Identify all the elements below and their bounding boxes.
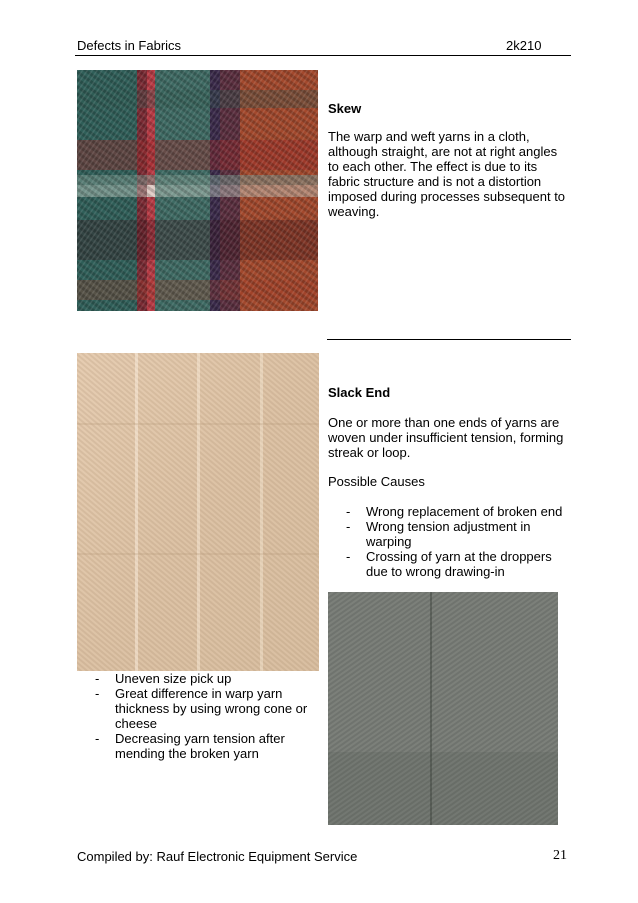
- list-item: - Decreasing yarn tension after mending the broken yarn: [77, 731, 319, 761]
- footer-compiled-by: Compiled by: Rauf Electronic Equipment Service: [77, 849, 358, 864]
- page-number: 21: [553, 848, 567, 863]
- possible-causes-label: Possible Causes: [328, 474, 425, 489]
- slack-end-body: One or more than one ends of yarns are woven under insufficient tension, forming streak or loop.: [328, 415, 564, 460]
- list-item: - Uneven size pick up: [77, 671, 319, 686]
- header-rule: [75, 55, 571, 56]
- skew-title: Skew: [328, 101, 362, 116]
- slack-end-title: Slack End: [328, 385, 391, 400]
- skew-body: The warp and weft yarns in a cloth, although straight, are not at right angles to each other. The effect is due to its fabric structure and is not a distortion imposed during processes subsequent to weaving.: [328, 129, 566, 219]
- plaid-fabric-image: [77, 70, 318, 311]
- list-item: - Wrong tension adjustment in warping: [328, 519, 570, 549]
- slack-end-fabric-image: [77, 353, 319, 671]
- list-item: - Crossing of yarn at the droppers due to wrong drawing-in: [328, 549, 570, 579]
- section-divider: [327, 339, 571, 340]
- list-item: - Wrong replacement of broken end: [328, 504, 570, 519]
- grey-fabric-image: [328, 592, 558, 825]
- more-causes-list: [77, 671, 319, 761]
- header-title: Defects in Fabrics: [77, 38, 182, 53]
- causes-list: [328, 504, 570, 579]
- header-code: 2k210: [506, 38, 542, 53]
- list-item: - Great difference in warp yarn thickness by using wrong cone or cheese: [77, 686, 319, 731]
